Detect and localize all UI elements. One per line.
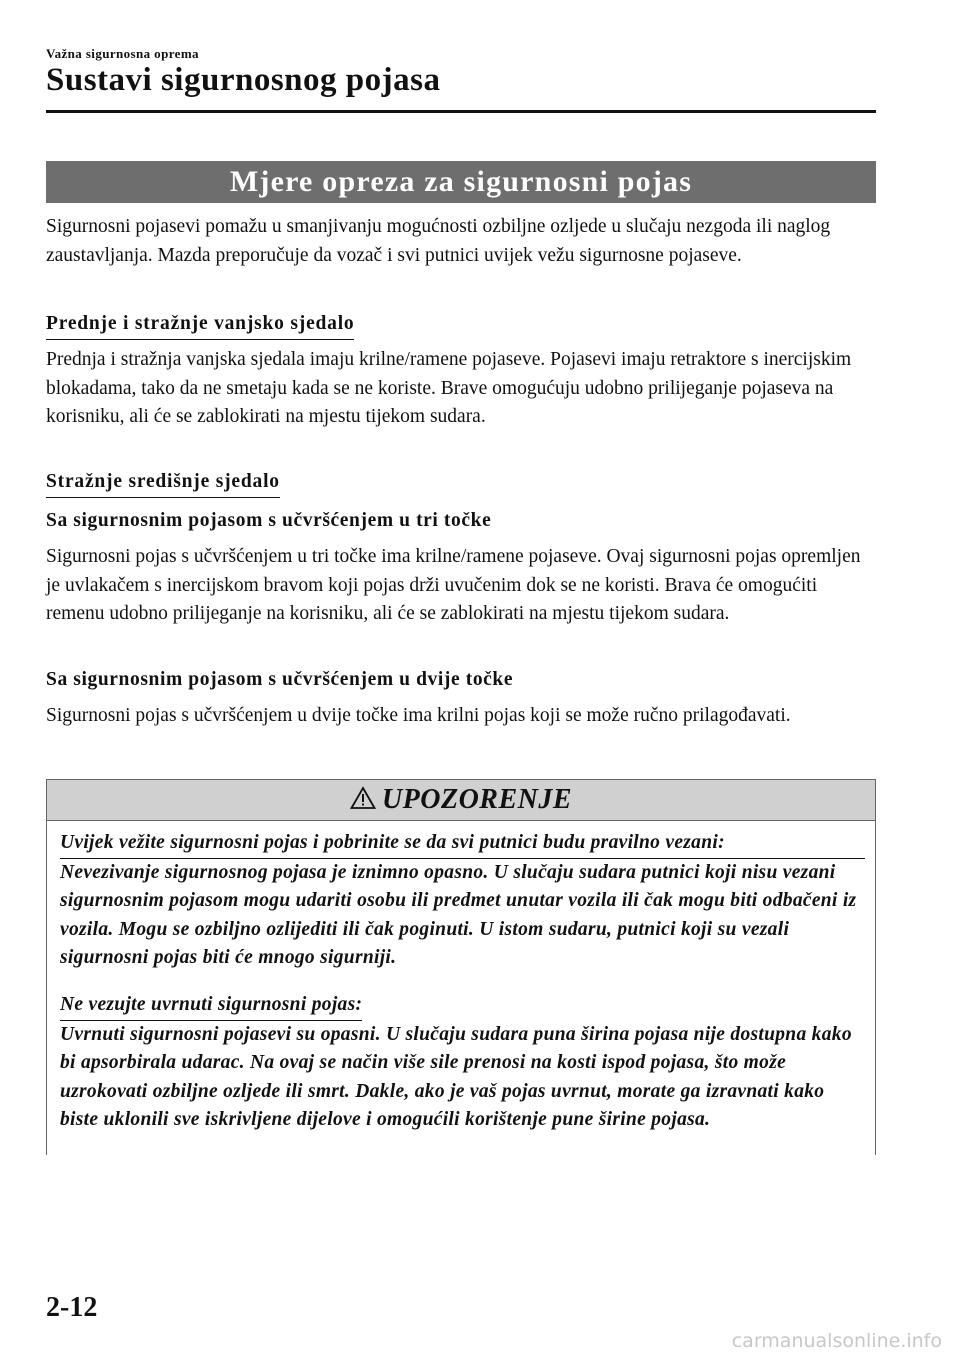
intro-paragraph: Sigurnosni pojasevi pomažu u smanjivanju mogućnosti ozbiljne ozljede u slučaju nezgoda ili naglog zaustavljanja. Mazda preporučuje da vozač i svi putnici uvijek vežu sigurnosne pojaseve.	[46, 216, 831, 266]
warning-title: UPOZORENJE	[381, 784, 573, 815]
warning-border-left	[46, 820, 47, 1155]
two-point-heading: Sa sigurnosnim pojasom s učvršćenjem u dvije točke	[46, 669, 514, 690]
two-point-paragraph: Sigurnosni pojas s učvršćenjem u dvije točke ima krilni pojas koji se može ručno prilagođavati.	[46, 705, 791, 726]
warning-block-1	[60, 829, 865, 973]
front-seat-heading: Prednje i stražnje vanjsko sjedalo	[46, 312, 354, 340]
rear-center-heading: Stražnje središnje sjedalo	[46, 470, 280, 498]
three-point-paragraph: Sigurnosni pojas s učvršćenjem u tri točke ima krilne/ramene pojaseve. Ovaj sigurnosni pojas opremljen je uvlakačem s inercijskom bravom koji pojas drži uvučenim dok se ne koristi. Brava će omogućiti remenu udobno prilijeganje na korisniku, ali će se zablokirati na mjestu tijekom sudara.	[46, 546, 861, 624]
watermark: carmanualsonline.info	[731, 1330, 942, 1352]
warning-border-right	[875, 820, 876, 1155]
warning-triangle-icon	[350, 786, 376, 815]
warning-block-2-text: Uvrnuti sigurnosni pojasevi su opasni. U slučaju sudara puna širina pojasa nije dostupna kako bi apsorbirala udarac. Na ovaj se način više sile prenosi na kosti ispod pojasa, što može uzrokovati ozbiljne ozljede ili smrt. Dakle, ako je vaš pojas uvrnut, morate ga izravnati kako biste uklonili sve iskrivljene dijelove i omogućili korištenje pune širine pojasa.	[60, 1023, 852, 1130]
front-seat-paragraph: Prednja i stražnja vanjska sjedala imaju krilne/ramene pojaseve. Pojasevi imaju retraktore s inercijskim blokadama, tako da ne smetaju kada se ne koriste. Brave omogućuju udobno prilijeganje pojaseva na korisniku, ali će se zablokirati na mjestu tijekom sudara.	[46, 349, 852, 427]
warning-block-2-heading: Ne vezujte uvrnuti sigurnosni pojas:	[60, 991, 362, 1021]
header-section-label: Važna sigurnosna oprema	[46, 46, 199, 61]
warning-box	[46, 779, 876, 1155]
three-point-heading: Sa sigurnosnim pojasom s učvršćenjem u tri točke	[46, 510, 492, 531]
warning-block-1-heading: Uvijek vežite sigurnosni pojas i pobrinite se da svi putnici budu pravilno vezani:	[60, 829, 865, 859]
warning-header	[46, 779, 876, 821]
warning-block-1-text: Nevezivanje sigurnosnog pojasa je iznimno opasno. U slučaju sudara putnici koji nisu vezani sigurnosnim pojasom mogu udariti osobu ili predmet unutar vozila ili čak mogu biti odbačeni iz vozila. Mogu se ozbiljno ozlijediti ili čak poginuti. U istom sudaru, putnici koji su vezali sigurnosni pojas biti će mnogo sigurniji.	[60, 861, 857, 968]
section-banner: Mjere opreza za sigurnosni pojas	[46, 161, 876, 203]
page-number: 2-12	[46, 1292, 98, 1323]
warning-block-2	[60, 991, 865, 1135]
page-title: Sustavi sigurnosnog pojasa	[46, 62, 441, 98]
header-rule	[46, 110, 876, 113]
